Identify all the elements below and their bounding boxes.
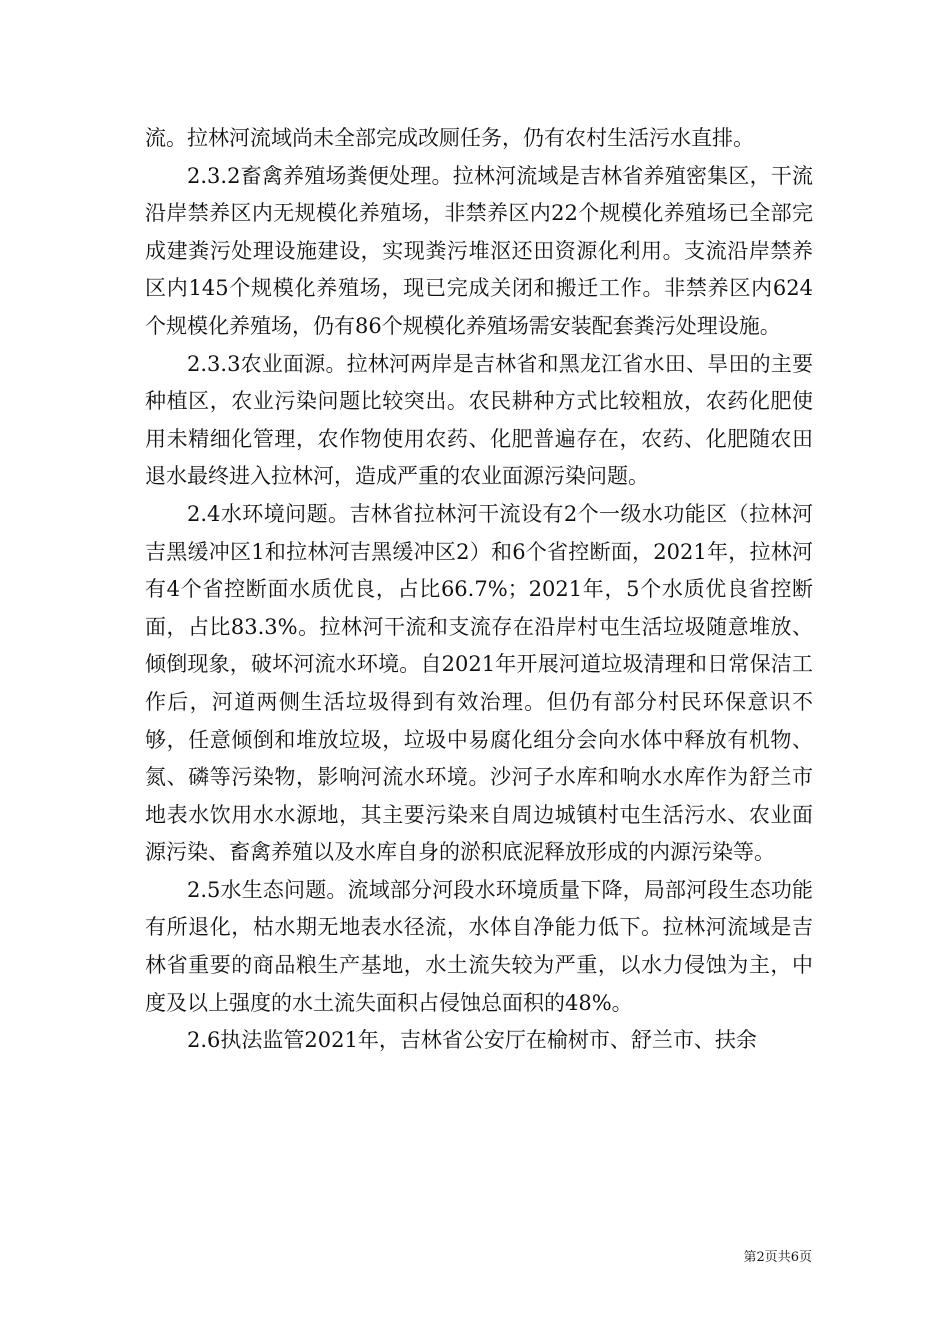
paragraph-law-enforcement: 2.6执法监管2021年，吉林省公安厅在榆树市、舒兰市、扶余	[187, 1028, 757, 1053]
paragraph-livestock-manure: 2.3.2畜禽养殖场粪便处理。拉林河流域是吉林省养殖密集区，干流沿岸禁养区内无规模化养殖场，非禁养区内22个规模化养殖场已全部完成建粪污处理设施建设，实现粪污堆沤还田资源化利用。支流沿岸禁养区内145个规模化养殖场，现已完成关闭和搬迁工作。非禁养区内624个规模化养殖场，仍有86个规模化养殖场需安装配套粪污处理设施。	[145, 163, 813, 338]
paragraph-water-environment: 2.4水环境问题。吉林省拉林河干流设有2个一级水功能区（拉林河吉黑缓冲区1和拉林河吉黑缓冲区2）和6个省控断面，2021年，拉林河有4个省控断面水质优良，占比66.7%；2021年，5个水质优良省控断面，占比83.3%。拉林河干流和支流存在沿岸村屯生活垃圾随意堆放、倾倒现象，破坏河流水环境。自2021年开展河道垃圾清理和日常保洁工作后，河道两侧生活垃圾得到有效治理。但仍有部分村民环保意识不够，任意倾倒和堆放垃圾，垃圾中易腐化组分会向水体中释放有机物、氮、磷等污染物，影响河流水环境。沙河子水库和响水水库作为舒兰市地表水饮用水水源地，其主要污染来自周边城镇村屯生活污水、农业面源污染、畜禽养殖以及水库自身的淤积底泥释放形成的内源污染等。	[145, 501, 813, 865]
paragraph-agricultural-nonpoint: 2.3.3农业面源。拉林河两岸是吉林省和黑龙江省水田、旱田的主要种植区，农业污染问题比较突出。农民耕种方式比较粗放，农药化肥使用未精细化管理，农作物使用农药、化肥普遍存在，农药、化肥随农田退水最终进入拉林河，造成严重的农业面源污染问题。	[145, 351, 813, 489]
document-body	[145, 120, 813, 1060]
page-number-footer: 第2页共6页	[743, 1250, 812, 1265]
paragraph-continuation: 流。拉林河流域尚未全部完成改厕任务，仍有农村生活污水直排。	[145, 126, 754, 150]
paragraph-water-ecology: 2.5水生态问题。流域部分河段水环境质量下降，局部河段生态功能有所退化，枯水期无地表水径流，水体自净能力低下。拉林河流域是吉林省重要的商品粮生产基地，水土流失较为严重，以水力侵蚀为主，中度及以上强度的水土流失面积占侵蚀总面积的48%。	[145, 877, 813, 1015]
